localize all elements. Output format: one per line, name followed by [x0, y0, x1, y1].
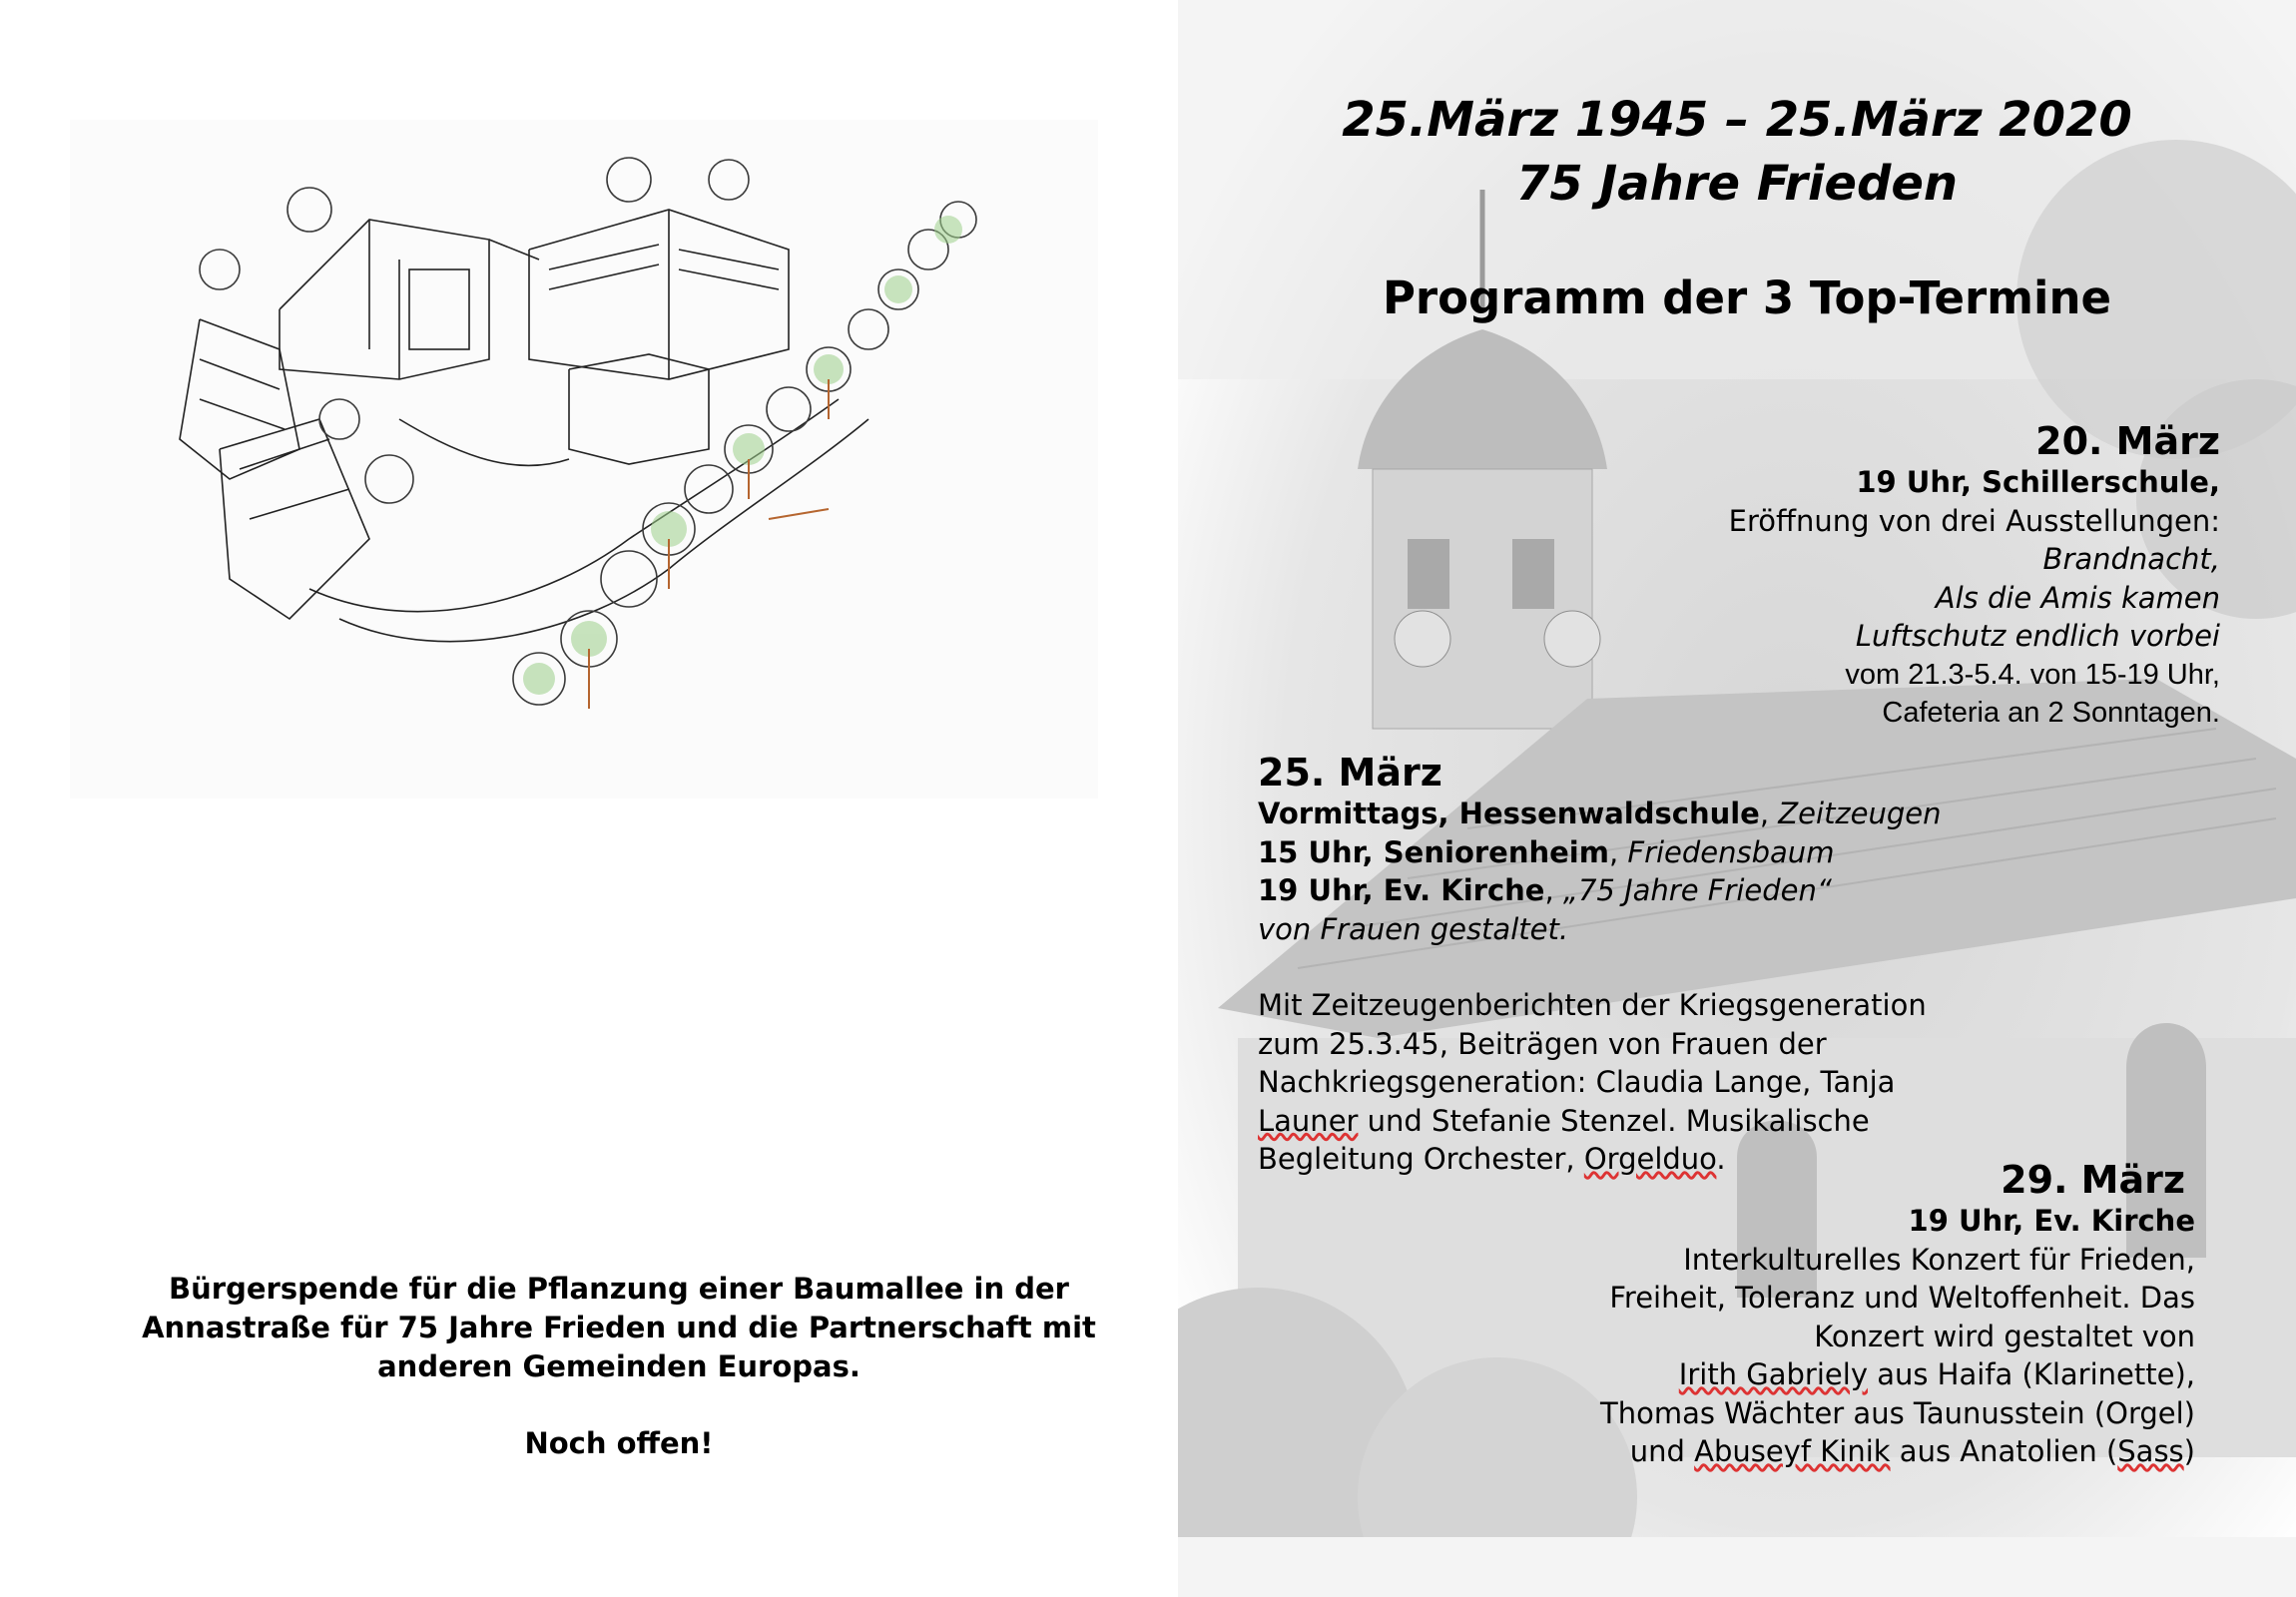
donation-line: Annastraße für 75 Jahre Frieden und die Partnerschaft mit — [142, 1311, 1096, 1344]
event-line: von Frauen gestaltet. — [1258, 911, 1569, 946]
event-line: und Abuseyf Kinik aus Anatolien (Sass) — [1629, 1434, 2195, 1468]
right-page — [1178, 0, 2296, 1597]
event-line: Vormittags, Hessenwaldschule, Zeitzeugen — [1258, 797, 1942, 830]
event-paragraph-line: Mit Zeitzeugenberichten der Kriegsgeneration — [1258, 988, 1927, 1022]
exhibit-title: Als die Amis kamen — [1935, 580, 2220, 615]
event-march-25 — [1258, 751, 1942, 1179]
event-cafe: Cafeteria an 2 Sonntagen. — [1882, 697, 2220, 729]
event-date: 20. März — [2035, 419, 2220, 463]
event-line: Eröffnung von drei Ausstellungen: — [1728, 503, 2220, 538]
event-line: 15 Uhr, Seniorenheim, Friedensbaum — [1258, 834, 1835, 869]
event-line: Interkulturelles Konzert für Frieden, — [1683, 1242, 2195, 1277]
donation-line: Bürgerspende für die Pflanzung einer Baumallee in der — [169, 1272, 1069, 1306]
event-paragraph-line: zum 25.3.45, Beiträgen von Frauen der — [1258, 1026, 1827, 1061]
title-line: 25.März 1945 – 25.März 2020 — [1342, 92, 2132, 148]
event-paragraph-line: Nachkriegsgeneration: Claudia Lange, Tanja — [1258, 1065, 1896, 1099]
page-subtitle: Programm der 3 Top-Termine — [1382, 271, 2112, 324]
donation-line: anderen Gemeinden Europas. — [377, 1349, 861, 1383]
open-note: Noch offen! — [524, 1426, 714, 1460]
event-date: 25. März — [1258, 751, 1442, 795]
event-line: Thomas Wächter aus Taunusstein (Orgel) — [1599, 1395, 2195, 1430]
event-march-29 — [1600, 1158, 2195, 1471]
event-march-20 — [1729, 419, 2220, 733]
title-line: 75 Jahre Frieden — [1515, 156, 1959, 212]
exhibit-title: Brandnacht, — [2042, 542, 2220, 576]
donation-note — [100, 1270, 1138, 1463]
event-paragraph-line: Begleitung Orchester, Orgelduo. — [1258, 1142, 1726, 1176]
event-date: 29. März — [2001, 1158, 2185, 1202]
event-line: 19 Uhr, Ev. Kirche, „75 Jahre Frieden“ — [1258, 873, 1832, 907]
architectural-sketch-icon — [70, 120, 1098, 798]
event-line: Freiheit, Toleranz und Weltoffenheit. Das — [1609, 1281, 2195, 1315]
event-line: Irith Gabriely aus Haifa (Klarinette), — [1678, 1357, 2195, 1391]
event-time-place: 19 Uhr, Schillerschule, — [1856, 465, 2220, 499]
event-time-place: 19 Uhr, Ev. Kirche — [1908, 1204, 2195, 1238]
event-period: vom 21.3-5.4. von 15-19 Uhr, — [1845, 658, 2220, 691]
page-title — [1178, 88, 2296, 216]
exhibit-title: Luftschutz endlich vorbei — [1855, 619, 2220, 653]
event-paragraph-line: Launer und Stefanie Stenzel. Musikalische — [1258, 1103, 1870, 1138]
event-line: Konzert wird gestaltet von — [1814, 1319, 2195, 1353]
